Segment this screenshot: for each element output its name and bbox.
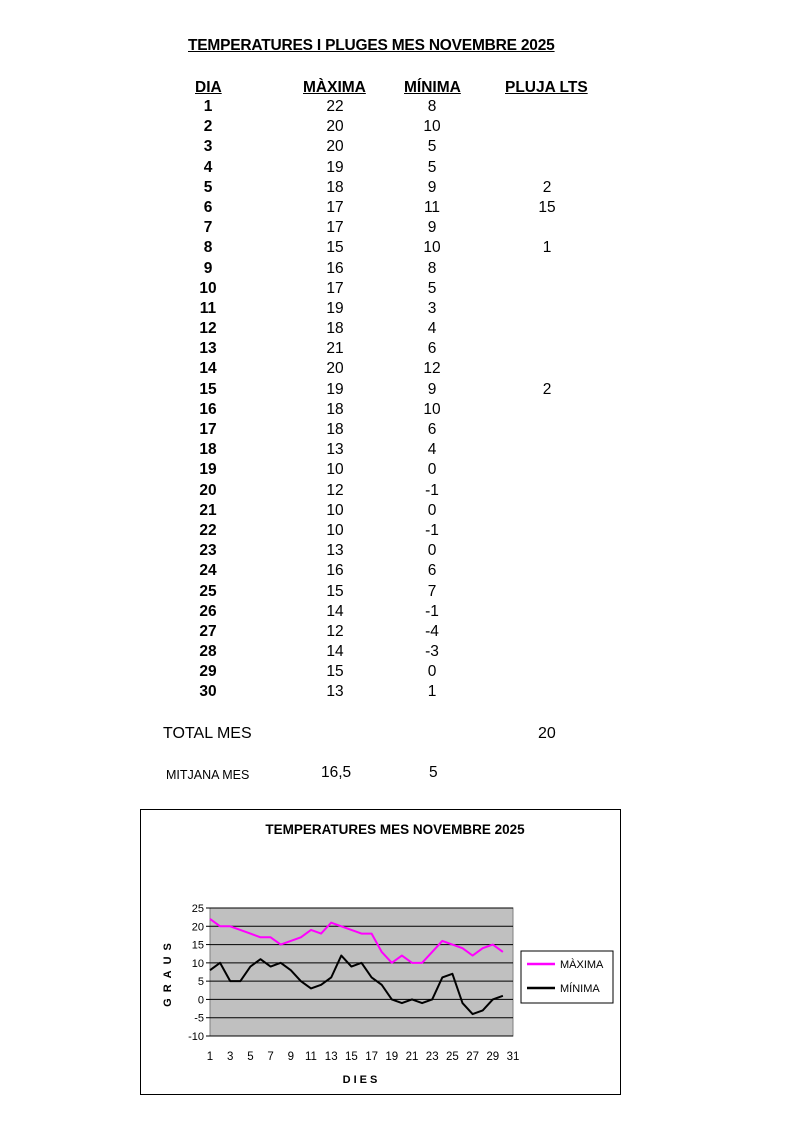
min-cell: 1 (427, 683, 437, 701)
max-cell: 10 (326, 461, 344, 479)
table-row (0, 682, 800, 702)
mitjana-max: 16,5 (321, 764, 352, 781)
x-tick-label: 3 (226, 1051, 234, 1063)
table-row (0, 178, 800, 198)
max-cell: 12 (326, 481, 344, 499)
total-label: TOTAL MES (163, 725, 252, 742)
legend-label: MÀXIMA (560, 959, 604, 971)
day-cell: 10 (199, 279, 217, 297)
day-cell: 8 (203, 239, 213, 257)
day-cell: 5 (203, 178, 213, 196)
table-row (0, 561, 800, 581)
rain-cell: 2 (542, 380, 552, 398)
table-row (0, 299, 800, 319)
max-cell: 21 (326, 340, 344, 358)
table-row (0, 582, 800, 602)
day-cell: 18 (199, 441, 217, 459)
y-tick-label: 20 (191, 921, 204, 934)
min-cell: -4 (425, 622, 439, 640)
day-cell: 9 (203, 259, 213, 277)
day-cell: 17 (199, 421, 217, 438)
table-row (0, 460, 800, 480)
min-cell: 8 (427, 98, 437, 115)
min-cell: 0 (427, 542, 437, 560)
day-cell: 7 (203, 219, 213, 237)
max-cell: 13 (326, 542, 344, 560)
y-axis-label: GRAUS (162, 937, 174, 1007)
y-tick-label: 5 (197, 976, 204, 989)
day-cell: 20 (199, 481, 217, 499)
day-cell: 29 (199, 663, 217, 681)
table-row (0, 501, 800, 521)
max-cell: 12 (326, 622, 344, 640)
min-cell: -1 (425, 481, 439, 499)
x-tick-label: 19 (385, 1051, 399, 1063)
max-cell: 17 (326, 279, 344, 297)
day-cell: 22 (199, 521, 217, 539)
x-tick-label: 5 (247, 1051, 254, 1063)
x-tick-label: 7 (267, 1051, 274, 1063)
x-tick-label: 27 (466, 1051, 479, 1063)
y-tick-label: 15 (191, 939, 204, 952)
header-pluja: PLUJA LTS (505, 79, 588, 96)
x-tick-label: 21 (405, 1051, 419, 1063)
max-cell: 15 (326, 663, 344, 681)
legend-label: MÍNIMA (560, 983, 600, 995)
day-cell: 4 (203, 158, 213, 176)
min-cell: 10 (423, 239, 441, 257)
table-row (0, 662, 800, 682)
header-minima: MÍNIMA (404, 79, 461, 96)
x-tick-label: 31 (506, 1051, 520, 1063)
max-cell: 19 (326, 380, 344, 398)
day-cell: 14 (199, 360, 217, 378)
x-tick-label: 13 (324, 1051, 338, 1063)
y-tick-label: -10 (188, 1031, 204, 1043)
max-cell: 14 (326, 643, 344, 661)
x-tick-label: 17 (365, 1051, 378, 1063)
day-cell: 30 (199, 683, 217, 701)
table-row (0, 319, 800, 339)
day-cell: 25 (199, 582, 217, 600)
max-cell: 17 (326, 198, 344, 216)
x-tick-label: 11 (305, 1051, 317, 1063)
max-cell: 14 (326, 602, 344, 620)
min-cell: 11 (423, 198, 441, 216)
day-cell: 15 (199, 380, 217, 398)
table-row (0, 259, 800, 279)
header-dia: DIA (195, 79, 222, 96)
max-cell: 10 (326, 501, 344, 519)
day-cell: 2 (203, 118, 213, 136)
day-cell: 3 (203, 138, 213, 156)
day-cell: 28 (199, 643, 217, 661)
min-cell: -1 (425, 602, 439, 620)
min-cell: 5 (427, 158, 437, 176)
table-row (0, 218, 800, 238)
table-row (0, 359, 800, 379)
max-cell: 17 (326, 219, 344, 237)
temperature-chart (140, 809, 621, 1095)
day-cell: 23 (199, 542, 217, 560)
day-cell: 21 (199, 501, 217, 519)
table-row (0, 521, 800, 541)
min-cell: 7 (427, 582, 437, 600)
min-cell: 12 (423, 360, 441, 378)
x-tick-label: 23 (425, 1051, 439, 1063)
min-cell: 4 (427, 320, 437, 338)
table-row (0, 117, 800, 137)
max-cell: 15 (326, 582, 344, 600)
min-cell: 9 (427, 380, 437, 398)
min-cell: 0 (427, 501, 437, 519)
y-tick-label: 0 (197, 994, 204, 1007)
mitjana-label: MITJANA MES (166, 768, 250, 782)
day-cell: 27 (199, 622, 217, 640)
day-cell: 6 (203, 198, 213, 216)
y-tick-label: 10 (191, 957, 204, 970)
min-cell: 9 (427, 178, 437, 196)
table-row (0, 339, 800, 359)
x-tick-label: 29 (486, 1051, 500, 1063)
table-row (0, 481, 800, 501)
max-cell: 18 (326, 421, 344, 438)
min-cell: 10 (423, 400, 441, 418)
min-cell: 6 (427, 421, 437, 438)
table-row (0, 642, 800, 662)
x-tick-label: 1 (206, 1051, 214, 1063)
max-cell: 18 (326, 320, 344, 338)
x-axis-label: DIES (342, 1074, 381, 1086)
page-title: TEMPERATURES I PLUGES MES NOVEMBRE 2025 (188, 37, 555, 54)
table-row (0, 622, 800, 642)
data-table (0, 97, 800, 703)
x-tick-label: 25 (446, 1051, 459, 1063)
rain-cell: 1 (542, 239, 552, 257)
min-cell: 5 (427, 279, 437, 297)
table-row (0, 97, 800, 117)
max-cell: 19 (326, 158, 344, 176)
day-cell: 26 (199, 602, 217, 620)
min-cell: -1 (425, 521, 439, 539)
y-tick-label: 25 (191, 903, 204, 915)
min-cell: 0 (427, 461, 437, 479)
max-cell: 20 (326, 360, 344, 378)
max-cell: 20 (326, 138, 344, 156)
min-cell: 6 (427, 340, 437, 358)
day-cell: 1 (203, 98, 213, 115)
min-cell: 5 (427, 138, 437, 156)
day-cell: 11 (199, 299, 217, 317)
day-cell: 12 (199, 320, 217, 338)
max-cell: 13 (326, 683, 344, 701)
x-tick-label: 15 (345, 1051, 358, 1063)
max-cell: 19 (326, 299, 344, 317)
max-cell: 18 (326, 178, 344, 196)
table-row (0, 158, 800, 178)
rain-cell: 2 (542, 178, 552, 196)
min-cell: 4 (427, 441, 437, 459)
table-row (0, 541, 800, 561)
max-cell: 22 (326, 98, 344, 115)
min-cell: 6 (427, 562, 437, 580)
x-tick-label: 9 (287, 1051, 295, 1063)
table-row (0, 440, 800, 460)
day-cell: 19 (199, 461, 217, 479)
day-cell: 16 (199, 400, 217, 418)
table-row (0, 137, 800, 157)
plot-area (210, 908, 513, 1036)
chart-title: TEMPERATURES MES NOVEMBRE 2025 (265, 822, 525, 837)
table-row (0, 602, 800, 622)
mitjana-min: 5 (429, 764, 438, 781)
table-row (0, 279, 800, 299)
max-cell: 18 (326, 400, 344, 418)
min-cell: 9 (427, 219, 437, 237)
max-cell: 16 (326, 259, 344, 277)
min-cell: 10 (423, 118, 441, 136)
min-cell: 3 (427, 299, 437, 317)
table-row (0, 198, 800, 218)
max-cell: 10 (326, 521, 344, 539)
table-row (0, 420, 800, 440)
max-cell: 20 (326, 118, 344, 136)
max-cell: 16 (326, 562, 344, 580)
day-cell: 24 (199, 562, 217, 580)
max-cell: 13 (326, 441, 344, 459)
min-cell: 0 (427, 663, 437, 681)
max-cell: 15 (326, 239, 344, 257)
min-cell: 8 (427, 259, 437, 277)
day-cell: 13 (199, 340, 217, 358)
rain-cell: 15 (538, 198, 556, 216)
min-cell: -3 (425, 643, 439, 661)
y-tick-label: -5 (194, 1012, 204, 1025)
table-row (0, 400, 800, 420)
total-pluja: 20 (538, 725, 556, 742)
table-row (0, 238, 800, 258)
table-row (0, 380, 800, 400)
header-maxima: MÀXIMA (303, 79, 366, 96)
chart-svg (141, 810, 620, 1094)
